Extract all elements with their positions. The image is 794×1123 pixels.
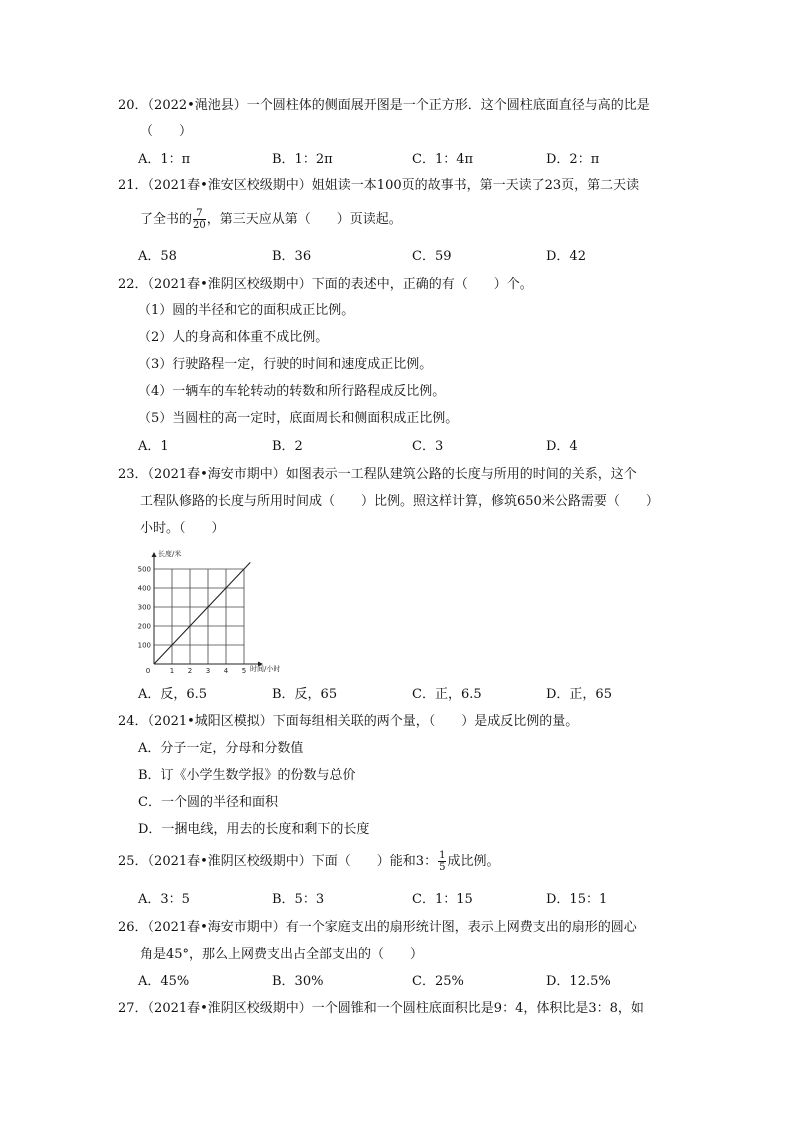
q26-option-a[interactable]: A．45%	[138, 974, 190, 989]
chart-y-tick-label: 500	[137, 565, 151, 574]
q21-fraction	[193, 208, 206, 231]
q23-line-chart	[138, 546, 288, 676]
q22-item-2: （2）人的身高和体重不成比例。	[138, 330, 329, 345]
q23-option-a[interactable]: A．反，6.5	[138, 687, 208, 702]
q20-option-b[interactable]: B．1：2π	[272, 152, 333, 167]
q25-frac-num: 1	[439, 850, 446, 861]
chart-series-line	[154, 569, 244, 664]
q23-stem-line1: 23．（2021春•海安市期中）如图表示一工程队建筑公路的长度与所用的时间的关系，这个	[118, 467, 637, 482]
chart-x-tick-label: 0	[145, 667, 151, 675]
q25-option-b[interactable]: B．5：3	[272, 892, 325, 907]
q21-option-c[interactable]: C．59	[412, 249, 452, 264]
q25-stem-post: 成比例。	[447, 854, 500, 869]
q24-stem: 24．（2021•城阳区模拟）下面每组相关联的两个量，（ ）是成反比例的量。	[118, 714, 579, 729]
q26-option-c[interactable]: C．25%	[412, 974, 464, 989]
q22-option-d[interactable]: D．4	[546, 439, 578, 454]
q22-option-a[interactable]: A．1	[138, 439, 169, 454]
q26-stem-line1: 26．（2021春•海安市期中）有一个家庭支出的扇形统计图，表示上网费支出的扇形的圆心	[118, 920, 637, 935]
q25-stem-pre: 25．（2021春•淮阴区校级期中）下面（ ）能和3：	[118, 854, 438, 869]
chart-y-tick-label: 400	[137, 584, 151, 593]
q26-stem-line2: 角是45°，那么上网费支出占全部支出的（ ）	[140, 947, 424, 962]
chart-series-line-extension	[244, 562, 250, 569]
q23-stem-line3: 小时。（ ）	[140, 521, 225, 536]
q26-option-d[interactable]: D．12.5%	[546, 974, 611, 989]
chart-x-tick-label: 4	[223, 667, 229, 675]
chart-y-axis-label: 长度/米	[158, 550, 182, 558]
q25-stem	[118, 850, 499, 873]
q21-stem-line1: 21．（2021春•淮安区校级期中）姐姐读一本100页的故事书，第一天读了23页，第二天读	[118, 178, 640, 193]
q22-item-4: （4）一辆车的车轮转动的转数和所行路程成反比例。	[138, 384, 446, 399]
q23-option-b[interactable]: B．反，65	[272, 687, 338, 702]
q24-option-a[interactable]: A．分子一定，分母和分数值	[138, 741, 304, 756]
chart-y-tick-label: 200	[137, 622, 151, 631]
q21-line2-post: ，第三天应从第（ ）页读起。	[206, 212, 402, 227]
q21-option-a[interactable]: A．58	[138, 249, 177, 264]
q22-stem: 22．（2021春•淮阴区校级期中）下面的表述中，正确的有（ ）个。	[118, 277, 533, 292]
q20-option-d[interactable]: D．2：π	[546, 152, 600, 167]
q22-option-b[interactable]: B．2	[272, 439, 303, 454]
chart-x-tick-label: 2	[187, 667, 193, 675]
q24-option-c[interactable]: C．一个圆的半径和面积	[138, 795, 278, 810]
q25-option-d[interactable]: D．15：1	[546, 892, 608, 907]
q23-option-c[interactable]: C．正，6.5	[412, 687, 482, 702]
q20-option-c[interactable]: C．1：4π	[412, 152, 474, 167]
q21-frac-num: 7	[193, 208, 206, 220]
chart-series	[154, 562, 250, 664]
q20-stem-line2: （ ）	[140, 124, 193, 139]
chart-y-axis-arrow	[152, 552, 157, 557]
q24-option-b[interactable]: B．订《小学生数学报》的份数与总价	[138, 768, 356, 783]
q26-option-b[interactable]: B．30%	[272, 974, 324, 989]
q24-option-d[interactable]: D．一捆电线，用去的长度和剩下的长度	[138, 822, 370, 837]
q22-item-5: （5）当圆柱的高一定时，底面周长和侧面积成正比例。	[138, 411, 459, 426]
q21-option-b[interactable]: B．36	[272, 249, 312, 264]
q20-stem-line1: 20．（2022•渑池县）一个圆柱体的侧面展开图是一个正方形．这个圆柱底面直径与高的比是	[118, 98, 650, 113]
q21-frac-den: 20	[193, 220, 206, 231]
q23-stem-line2: 工程队修路的长度与所用时间成（ ）比例。照这样计算，修筑650米公路需要（ ）	[140, 494, 659, 509]
q25-option-c[interactable]: C．1：15	[412, 892, 473, 907]
q27-stem-line1: 27．（2021春•淮阴区校级期中）一个圆锥和一个圆柱底面积比是9：4，体积比是3：8，如	[118, 1001, 644, 1016]
q25-option-a[interactable]: A．3：5	[138, 892, 190, 907]
q22-item-3: （3）行驶路程一定，行驶的时间和速度成正比例。	[138, 357, 433, 372]
q23-option-d[interactable]: D．正，65	[546, 687, 612, 702]
chart-x-tick-label: 1	[169, 667, 175, 675]
q22-option-c[interactable]: C．3	[412, 439, 444, 454]
q20-option-a[interactable]: A．1：π	[138, 152, 191, 167]
q21-line2-pre: 了全书的	[140, 212, 193, 227]
q22-item-1: （1）圆的半径和它的面积成正比例。	[138, 303, 355, 318]
q25-frac-den: 5	[439, 862, 446, 873]
chart-y-tick-label: 100	[137, 641, 151, 650]
chart-x-axis-label: 时间/小时	[250, 665, 281, 673]
q21-option-d[interactable]: D．42	[546, 249, 586, 264]
q21-stem-line2	[140, 208, 402, 231]
chart-x-tick-label: 5	[241, 667, 247, 675]
chart-x-tick-label: 3	[205, 667, 211, 675]
q25-fraction	[438, 850, 446, 873]
chart-y-tick-label: 300	[137, 603, 151, 612]
